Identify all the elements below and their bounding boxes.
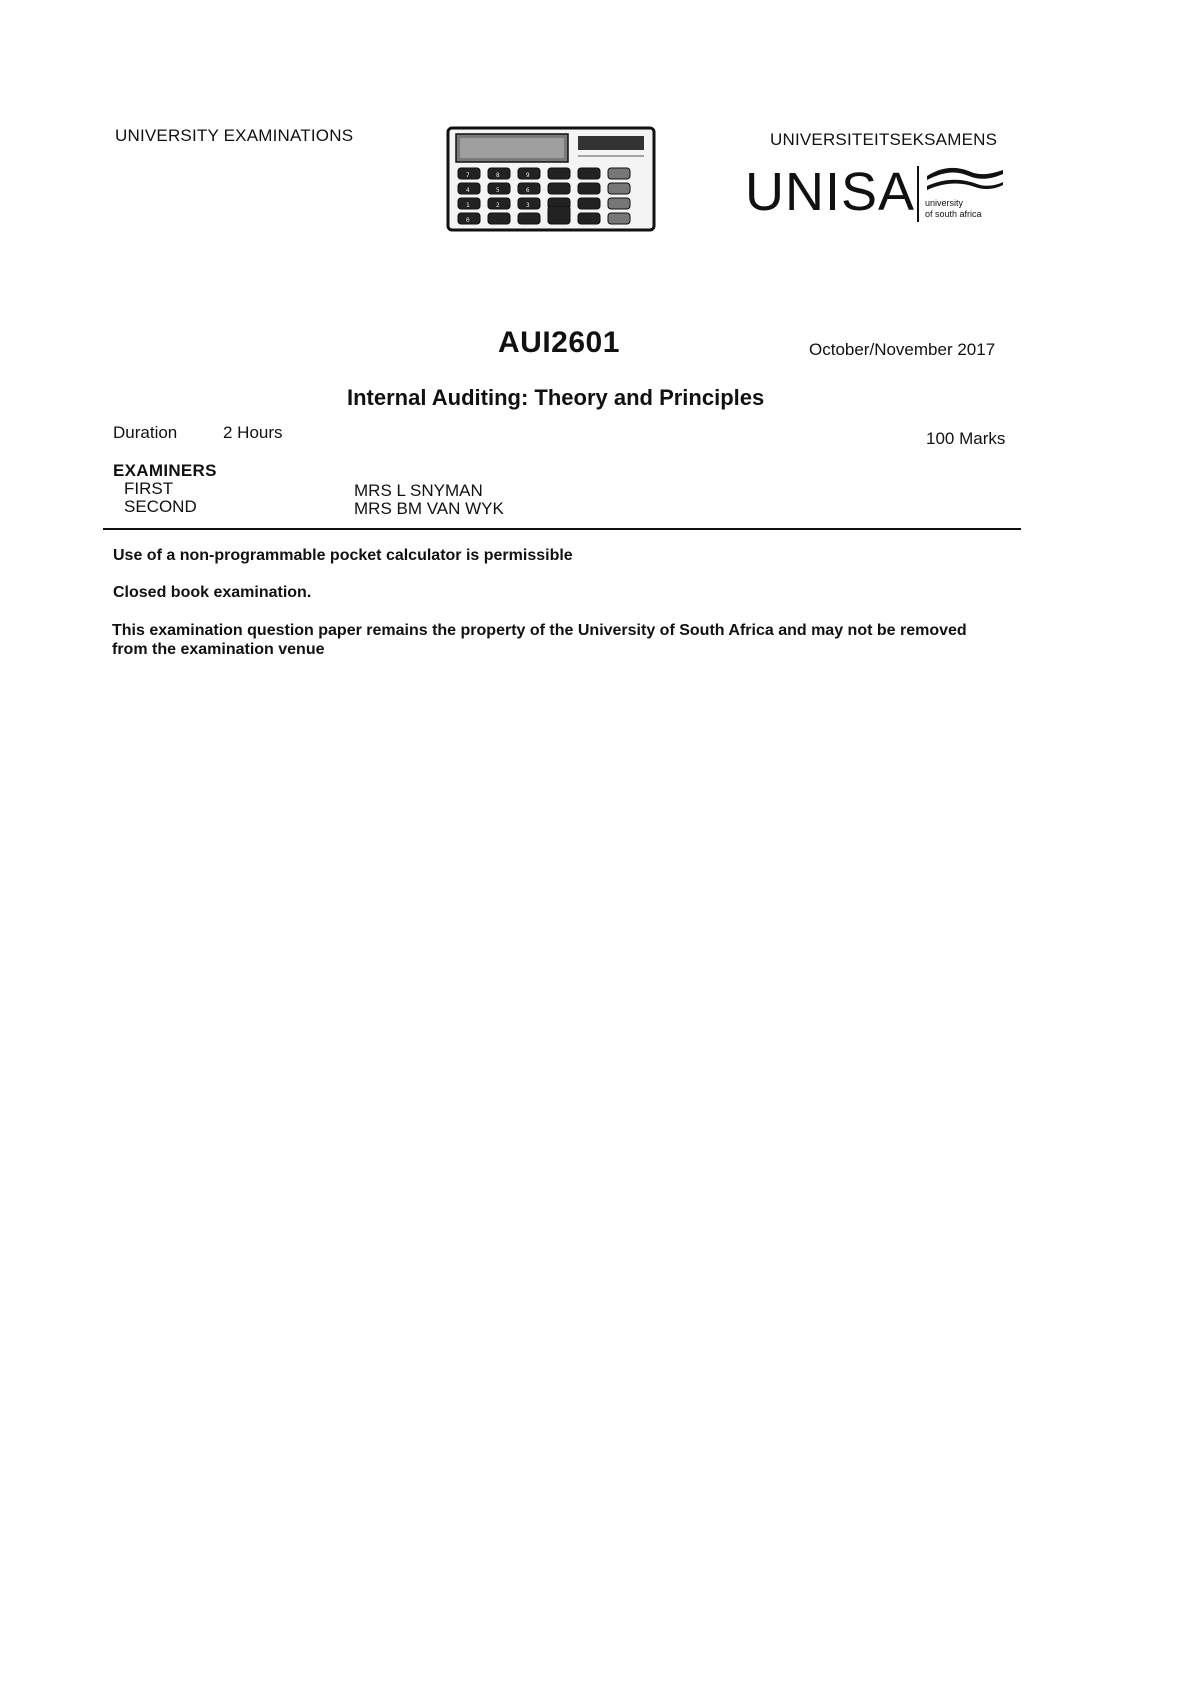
header-divider — [103, 528, 1021, 530]
calculator-icon — [446, 126, 656, 232]
svg-text:5: 5 — [496, 187, 500, 194]
logo-wave-icon — [925, 166, 1005, 196]
duration-value: 2 Hours — [223, 423, 283, 442]
examiner-role-first: FIRST — [124, 479, 174, 498]
examiner-name-second: MRS BM VAN WYK — [354, 499, 504, 518]
course-title: Internal Auditing: Theory and Principles — [347, 385, 765, 410]
examiners-heading: EXAMINERS — [113, 461, 217, 480]
instruction-closed-book: Closed book examination. — [113, 584, 312, 601]
svg-text:7: 7 — [466, 172, 470, 179]
logo-tagline-line2: of south africa — [925, 209, 982, 219]
svg-text:8: 8 — [496, 172, 500, 179]
svg-text:6: 6 — [526, 187, 530, 194]
logo-wordmark: UNISA — [745, 162, 916, 222]
svg-text:3: 3 — [526, 202, 530, 209]
header-right-title: UNIVERSITEITSEKSAMENS — [770, 130, 998, 149]
logo-tagline — [925, 198, 982, 220]
svg-text:2: 2 — [496, 202, 500, 209]
examiner-name-first: MRS L SNYMAN — [354, 481, 483, 500]
total-marks: 100 Marks — [926, 429, 1006, 448]
duration-label: Duration — [113, 423, 178, 442]
instruction-calculator: Use of a non-programmable pocket calculator is permissible — [113, 547, 573, 564]
exam-session: October/November 2017 — [809, 340, 996, 359]
course-code: AUI2601 — [498, 326, 620, 359]
logo-divider — [917, 166, 919, 222]
svg-text:1: 1 — [466, 202, 470, 209]
svg-text:9: 9 — [526, 172, 530, 179]
instruction-property: This examination question paper remains the property of the University of South Africa and may not be removed from the examination venue — [112, 622, 967, 658]
unisa-logo — [745, 160, 1005, 230]
svg-text:4: 4 — [466, 187, 470, 194]
examiner-role-second: SECOND — [124, 497, 197, 516]
logo-tagline-line1: university — [925, 198, 964, 208]
svg-text:0: 0 — [466, 217, 470, 224]
header-left-title: UNIVERSITY EXAMINATIONS — [115, 126, 354, 145]
